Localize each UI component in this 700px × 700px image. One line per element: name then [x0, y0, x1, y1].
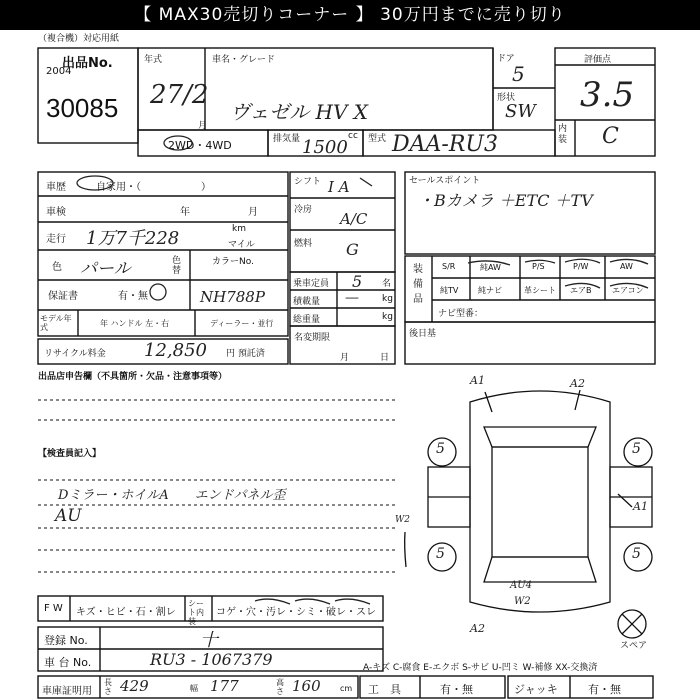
tire-value-fr: 5: [632, 441, 641, 457]
fw-label: F W: [44, 603, 63, 614]
sales-label: セールスポイント: [409, 176, 481, 186]
door-value: 5: [512, 62, 525, 86]
color-value: パール: [80, 259, 131, 279]
history-label: 車歴: [46, 182, 66, 193]
reg-no-label: 登録 No.: [44, 634, 88, 647]
sales-value: ・Bカメラ ＋ETC ＋TV: [418, 191, 593, 210]
tools-value: 有・無: [440, 683, 473, 696]
equip-jun-tv: 純TV: [440, 286, 459, 295]
name-change-month: 月: [340, 353, 350, 363]
car-body-outline: [470, 391, 610, 612]
km-unit: km: [232, 224, 246, 234]
load-label: 積載量: [293, 297, 321, 307]
car-roof-outline: [492, 447, 588, 557]
month-mark: 月: [198, 121, 208, 131]
equip-leather: 革シート: [524, 286, 556, 295]
door-label: ドア: [497, 54, 515, 64]
cert-cm-unit: cm: [340, 684, 353, 693]
equip-pw: P/W: [573, 262, 589, 271]
gross-unit: kg: [382, 312, 393, 322]
cert-len-value: 429: [120, 677, 149, 695]
load-unit: kg: [382, 294, 393, 304]
diagram-label-a2-bottom: A2: [470, 622, 485, 635]
lot-label: 出品No.: [62, 56, 113, 71]
navi-label: ナビ型番：: [438, 309, 484, 319]
banner: 【 MAX30売切りコーナー 】 30万円までに売り切り: [0, 0, 700, 30]
shift-label: シフト: [294, 177, 322, 187]
mile-unit: マイル: [228, 240, 255, 250]
car-rear-window: [484, 557, 596, 582]
diagram-label-w2-bottom: W2: [514, 596, 531, 607]
sheet-label: シート内装: [188, 599, 204, 626]
equip-aw: AW: [620, 262, 633, 271]
tools-label: 工 具: [368, 683, 401, 696]
damage-legend: A-キズ C-腐食 E-エクボ S-サビ U-凹ミ W-補修 XX-交換済: [363, 663, 598, 673]
disp-unit: cc: [348, 131, 358, 141]
cooler-value: A/C: [340, 210, 368, 228]
disp-value: 1500: [302, 137, 348, 158]
gross-label: 総重量: [293, 315, 321, 325]
equip-jun-navi: 純ナビ: [478, 286, 502, 295]
inspection-label: 車検: [46, 207, 66, 218]
year-code: 2004: [46, 66, 72, 77]
chassis-label: 車 台 No.: [44, 656, 92, 669]
capacity-label: 乗車定員: [293, 279, 330, 289]
top-note: （複合機）対応用紙: [38, 34, 120, 44]
equip-aircon: エアコン: [612, 286, 644, 295]
shape-value: SW: [505, 101, 536, 122]
load-value: —: [345, 290, 359, 306]
spare-label: スペア: [620, 641, 648, 651]
name-label: 車名・グレード: [212, 55, 276, 65]
capacity-unit: 名: [382, 279, 392, 289]
shift-value: I A: [328, 178, 350, 196]
reg-no-value: 十: [200, 630, 218, 651]
recycle-unit: 円 預託済: [226, 349, 265, 359]
car-windshield: [484, 427, 596, 447]
cert-hei-value: 160: [292, 677, 321, 695]
color-no-value: NH788P: [200, 288, 265, 306]
cert-wid-label: 幅: [190, 684, 198, 693]
dealer-label: ディーラー・並行: [210, 319, 274, 328]
equip-airbag: エアB: [570, 286, 592, 295]
equip-label: 装備品: [413, 264, 423, 305]
capacity-value: 5: [352, 272, 363, 291]
color-no-label: カラーNo.: [212, 257, 254, 267]
after-label: 後日基: [409, 329, 437, 339]
tire-value-rl: 5: [436, 546, 445, 562]
jack-label: ジャッキ: [514, 683, 558, 696]
cert-label: 車庫証明用: [42, 686, 92, 697]
mileage-value: 1万7千228: [86, 228, 180, 249]
inspector-line2: AU: [55, 506, 82, 526]
sheet-defects: コゲ・穴・汚レ・シミ・破レ・スレ: [216, 607, 376, 618]
chassis-value: RU3 - 1067379: [150, 650, 273, 669]
disp-label: 排気量: [273, 134, 301, 144]
tire-value-rr: 5: [632, 546, 641, 562]
model-label: 型式: [368, 134, 387, 144]
diagram-label-au4: AU4: [510, 580, 533, 591]
model-year-label: モデル年式: [40, 314, 72, 332]
recycle-label: リサイクル料金: [44, 349, 106, 359]
warranty-label: 保証書: [48, 291, 78, 302]
drive-value: 2WD・4WD: [168, 139, 232, 152]
color-change-label: 色替: [172, 256, 182, 276]
fuel-label: 燃料: [294, 239, 313, 249]
diagram-label-w2-left: W2: [395, 515, 410, 525]
color-label: 色: [52, 262, 62, 273]
fw-defects: キズ・ヒビ・石・割レ: [76, 607, 176, 618]
mileage-label: 走行: [46, 234, 66, 245]
shape-label: 形状: [497, 93, 516, 103]
equip-jun-aw: 純AW: [480, 263, 501, 272]
interior-value: C: [602, 124, 619, 149]
name-change-label: 名変期限: [294, 333, 331, 343]
equip-ps: P/S: [532, 262, 545, 271]
fuel-value: G: [346, 240, 359, 259]
name-change-day: 日: [380, 353, 390, 363]
lot-number: 30085: [46, 93, 119, 123]
warranty-value: 有・無: [118, 291, 148, 302]
equip-sr: S/R: [442, 262, 456, 271]
nenshiki-value: 27/2: [150, 80, 209, 110]
cooler-label: 冷房: [294, 205, 313, 215]
model-value: DAA-RU3: [392, 132, 498, 157]
inspection-month: 月: [248, 207, 258, 218]
diagram-label-a1-top: A1: [470, 374, 485, 387]
handle-label: 年 ハンドル 左・右: [100, 319, 170, 328]
remarks-label: 出品店申告欄（不具箇所・欠品・注意事項等）: [38, 372, 228, 382]
recycle-value: 12,850: [144, 340, 207, 361]
jack-value: 有・無: [588, 683, 621, 696]
nenshiki-label: 年式: [144, 55, 163, 65]
inspector-line1: Dミラー・ホイルA エンドパネル歪: [58, 488, 286, 503]
eval-value: 3.5: [580, 75, 635, 115]
interior-label: 内装: [558, 124, 568, 145]
cert-hei-label: 高さ: [276, 678, 284, 696]
cert-len-label: 長さ: [104, 678, 112, 696]
tire-value-fl: 5: [436, 441, 445, 457]
inspection-year: 年: [180, 207, 190, 218]
name-value: ヴェゼル HV X: [230, 100, 369, 124]
inspector-label: 【検査員記入】: [38, 449, 102, 459]
cert-wid-value: 177: [210, 677, 239, 695]
eval-label: 評価点: [584, 55, 612, 65]
history-value: 自家用・（ ）: [96, 182, 211, 193]
diagram-label-a2-top: A2: [570, 377, 585, 390]
diagram-label-a1-right: A1: [633, 500, 648, 513]
